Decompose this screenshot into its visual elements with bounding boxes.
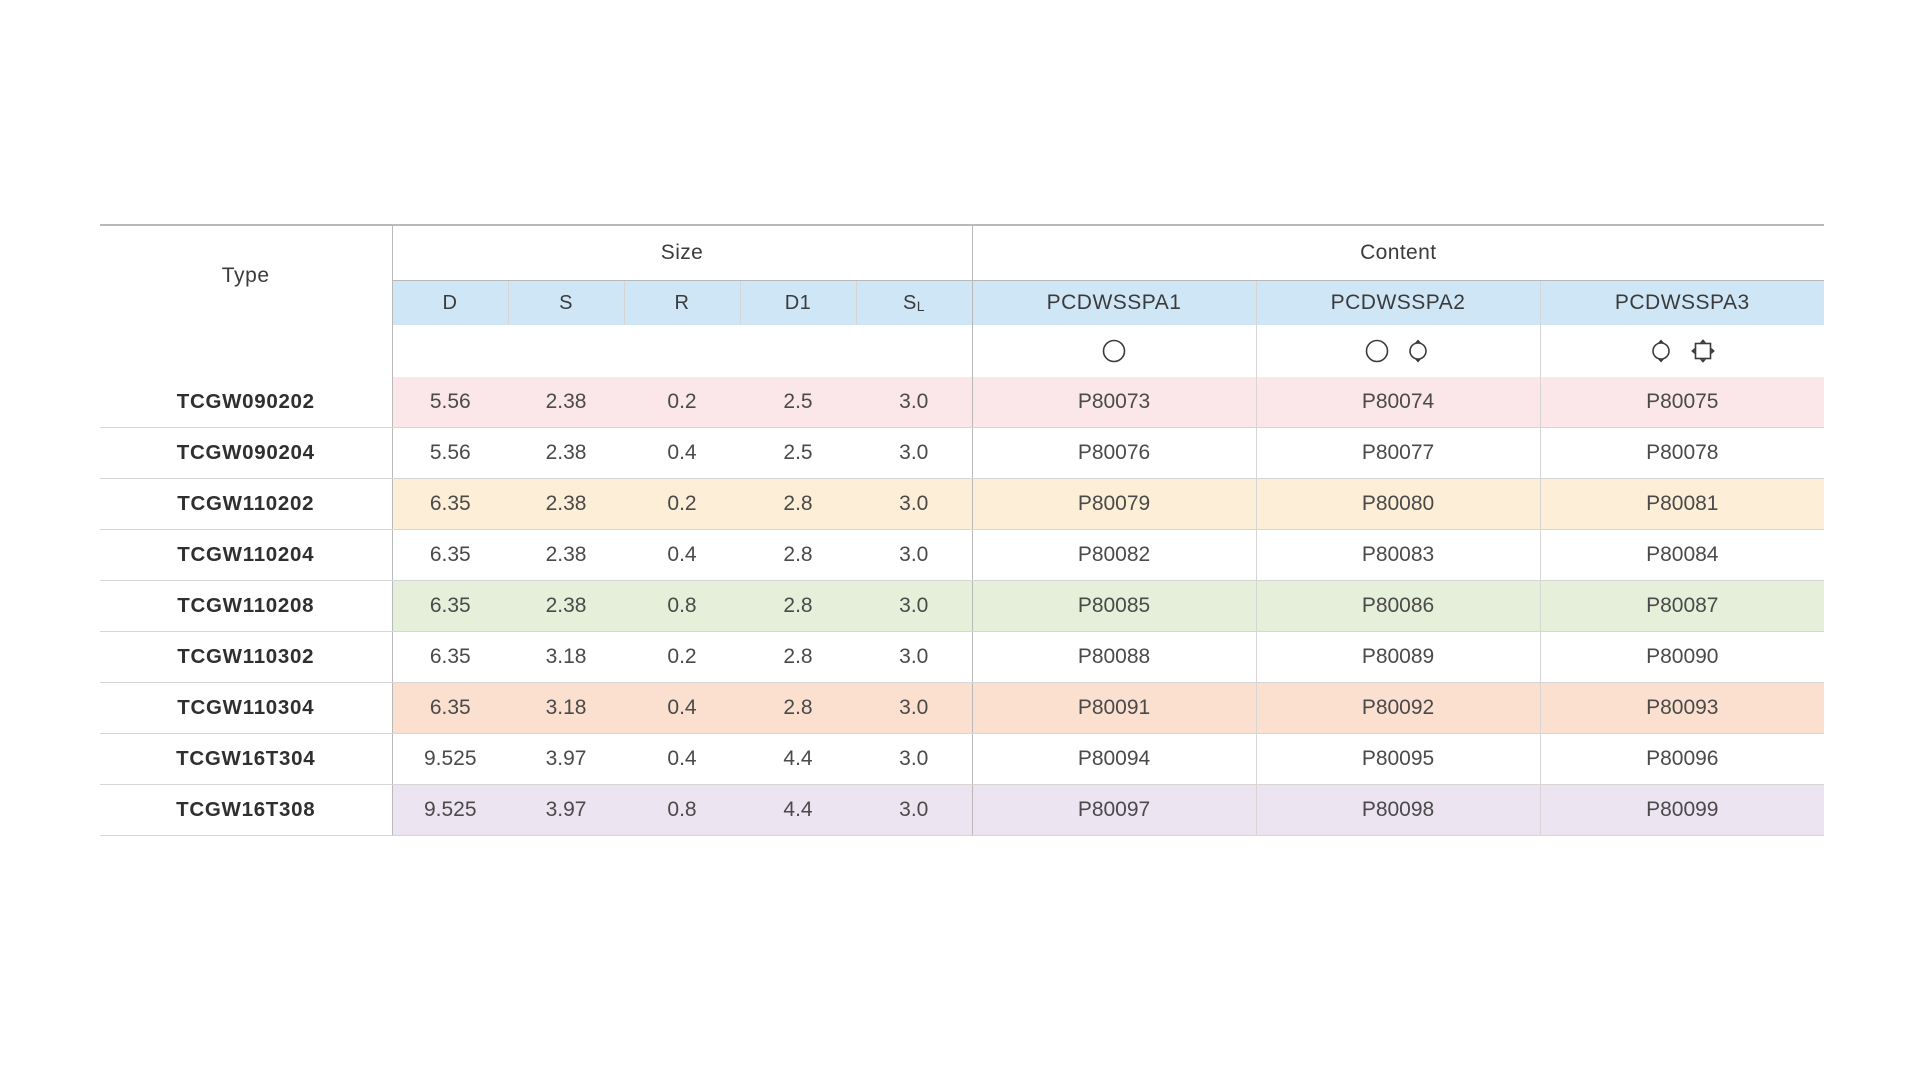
cell-d1: 4.4 [740,785,856,836]
cell-d1: 2.5 [740,377,856,428]
icon-row-d1-blank [740,325,856,377]
cell-pcdwsspa1: P80076 [972,428,1256,479]
cell-type: TCGW090202 [100,377,392,428]
table-row [100,530,1824,581]
cell-sl: 3.0 [856,581,972,632]
cell-type: TCGW090204 [100,428,392,479]
cell-d: 5.56 [392,428,508,479]
cell-type: TCGW110208 [100,581,392,632]
cell-s: 2.38 [508,428,624,479]
cell-s: 3.18 [508,683,624,734]
cell-d1: 2.8 [740,683,856,734]
header-col-d: D [392,281,508,326]
cell-sl: 3.0 [856,632,972,683]
header-size-group: Size [392,225,972,281]
cell-d1: 2.8 [740,581,856,632]
cell-d: 9.525 [392,785,508,836]
table-row [100,581,1824,632]
cell-sl: 3.0 [856,479,972,530]
cell-pcdwsspa1: P80073 [972,377,1256,428]
cell-r: 0.2 [624,377,740,428]
cell-r: 0.4 [624,428,740,479]
icon-cell-pcdwsspa3 [1540,325,1824,377]
icon-row-s-blank [508,325,624,377]
cell-d: 9.525 [392,734,508,785]
cell-pcdwsspa2: P80095 [1256,734,1540,785]
circle-icon [1364,338,1390,364]
cell-pcdwsspa3: P80078 [1540,428,1824,479]
header-content-group: Content [972,225,1824,281]
cell-d: 6.35 [392,530,508,581]
cell-type: TCGW110304 [100,683,392,734]
table-row [100,377,1824,428]
icon-row-r-blank [624,325,740,377]
cell-d1: 2.8 [740,632,856,683]
cell-sl: 3.0 [856,530,972,581]
cell-r: 0.8 [624,581,740,632]
cell-pcdwsspa2: P80080 [1256,479,1540,530]
cell-pcdwsspa2: P80092 [1256,683,1540,734]
header-col-r: R [624,281,740,326]
cell-pcdwsspa2: P80086 [1256,581,1540,632]
cell-pcdwsspa3: P80075 [1540,377,1824,428]
cell-r: 0.2 [624,632,740,683]
table-row [100,683,1824,734]
cell-d1: 2.8 [740,530,856,581]
cell-pcdwsspa2: P80083 [1256,530,1540,581]
cell-sl: 3.0 [856,734,972,785]
cell-s: 2.38 [508,479,624,530]
cell-s: 3.97 [508,734,624,785]
icon-row-sl-blank [856,325,972,377]
cell-pcdwsspa1: P80079 [972,479,1256,530]
cell-s: 2.38 [508,377,624,428]
cell-pcdwsspa3: P80093 [1540,683,1824,734]
table-row [100,734,1824,785]
cell-pcdwsspa3: P80087 [1540,581,1824,632]
cell-pcdwsspa1: P80085 [972,581,1256,632]
table-body [100,377,1824,836]
cell-pcdwsspa1: P80082 [972,530,1256,581]
cell-type: TCGW110204 [100,530,392,581]
specification-table-container [100,224,1824,836]
header-col-d1: D1 [740,281,856,326]
cell-pcdwsspa1: P80094 [972,734,1256,785]
cell-d: 6.35 [392,683,508,734]
icon-row-type-blank [100,325,392,377]
cell-sl: 3.0 [856,683,972,734]
cell-pcdwsspa1: P80088 [972,632,1256,683]
cell-pcdwsspa2: P80074 [1256,377,1540,428]
header-icon-row [100,325,1824,377]
cell-pcdwsspa3: P80090 [1540,632,1824,683]
cell-type: TCGW16T308 [100,785,392,836]
table-head [100,225,1824,377]
cell-d: 6.35 [392,479,508,530]
cell-pcdwsspa3: P80096 [1540,734,1824,785]
icon-cell-pcdwsspa1 [972,325,1256,377]
cell-r: 0.4 [624,683,740,734]
double-arrow-circle-icon [1647,337,1675,365]
cell-pcdwsspa2: P80077 [1256,428,1540,479]
cell-pcdwsspa1: P80097 [972,785,1256,836]
cell-pcdwsspa2: P80098 [1256,785,1540,836]
icon-row-d-blank [392,325,508,377]
cell-r: 0.4 [624,734,740,785]
cell-type: TCGW110302 [100,632,392,683]
header-col-pcdwsspa1: PCDWSSPA1 [972,281,1256,326]
four-arrow-square-icon [1689,337,1717,365]
cell-sl: 3.0 [856,785,972,836]
cell-pcdwsspa3: P80081 [1540,479,1824,530]
cell-pcdwsspa3: P80099 [1540,785,1824,836]
cell-d1: 4.4 [740,734,856,785]
cell-r: 0.2 [624,479,740,530]
header-col-s: S [508,281,624,326]
cell-pcdwsspa1: P80091 [972,683,1256,734]
cell-type: TCGW110202 [100,479,392,530]
cell-s: 2.38 [508,581,624,632]
cell-d: 5.56 [392,377,508,428]
table-row [100,479,1824,530]
icon-cell-pcdwsspa2 [1256,325,1540,377]
cell-sl: 3.0 [856,377,972,428]
header-col-pcdwsspa2: PCDWSSPA2 [1256,281,1540,326]
cell-s: 2.38 [508,530,624,581]
header-col-sl: SL [856,281,972,326]
cell-type: TCGW16T304 [100,734,392,785]
table-row [100,428,1824,479]
cell-sl: 3.0 [856,428,972,479]
double-arrow-circle-icon [1404,337,1432,365]
table-row [100,785,1824,836]
cell-r: 0.8 [624,785,740,836]
cell-pcdwsspa3: P80084 [1540,530,1824,581]
cell-s: 3.97 [508,785,624,836]
cell-pcdwsspa2: P80089 [1256,632,1540,683]
cell-d: 6.35 [392,581,508,632]
header-col-pcdwsspa3: PCDWSSPA3 [1540,281,1824,326]
cell-d1: 2.8 [740,479,856,530]
table-row [100,632,1824,683]
cell-s: 3.18 [508,632,624,683]
specification-table [100,224,1824,836]
cell-d: 6.35 [392,632,508,683]
cell-d1: 2.5 [740,428,856,479]
header-type: Type [100,225,392,325]
header-group-row [100,225,1824,281]
circle-icon [1101,338,1127,364]
cell-r: 0.4 [624,530,740,581]
